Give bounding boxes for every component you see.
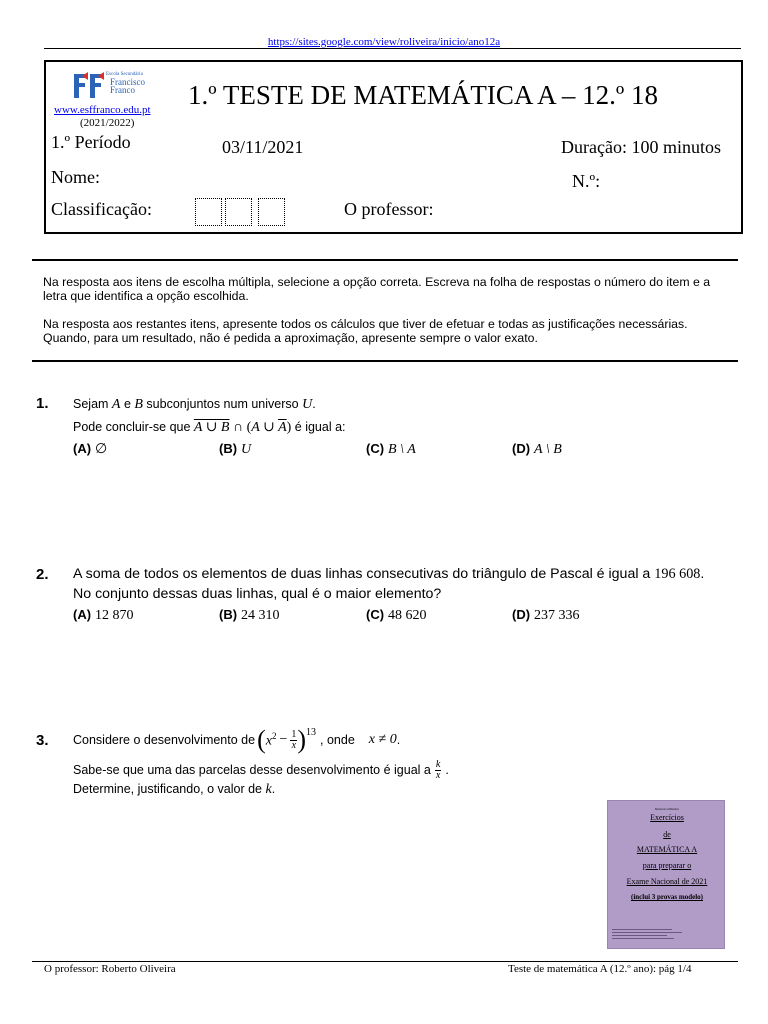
q2-option-b-value: 24 310 [241,608,280,623]
q1-option-c-letter: (C) [366,441,385,456]
instructions-bottom-rule [32,360,738,362]
q1-option-b[interactable] [219,440,251,458]
school-link-anchor[interactable]: www.esffranco.edu.pt [54,104,151,116]
q2-option-a[interactable] [73,606,134,624]
footer-right: Teste de matemática A (12.º ano): pág 1/4 [508,963,692,975]
q2-option-a-value: 12 870 [95,608,134,623]
q3-line1-c: . [396,733,401,747]
q1-line2 [73,419,346,436]
q3-binomial: ( $x^2$ − $\frac{1}{x}$ ) $^{13}$ [257,725,317,754]
logo-text-1: Escola Secundária [106,72,143,77]
top-rule [44,48,741,49]
top-url[interactable] [0,36,768,48]
q3-line1-b: , onde [320,733,355,747]
q1-option-c-value: B \ A [388,442,416,457]
professor-label: O professor: [344,199,434,219]
test-date: 03/11/2021 [222,137,304,157]
classification-box-1[interactable] [195,198,222,226]
q1-number: 1. [36,395,49,412]
q3-condition: x ≠ 0 [368,732,397,747]
classification-box-3[interactable] [258,198,285,226]
book-line5: Exame Nacional de 2021 [626,877,708,886]
q2-option-d-value: 237 336 [534,608,580,623]
book-line6: (inclui 3 provas modelo) [630,893,703,901]
q3-fraction [435,760,441,781]
q2-option-c-letter: (C) [366,607,385,622]
q3-frac-den: x [435,769,441,781]
book-fine-print [612,927,682,941]
book-line3: MATEMÁTICA A [636,845,698,854]
q2-option-c-value: 48 620 [388,608,427,623]
q3-line3 [73,782,275,798]
q1-text-a: Sejam [73,397,112,411]
book-line2: de [663,830,671,839]
name-label: Nome: [51,167,100,187]
q2-option-a-letter: (A) [73,607,92,622]
q3-line2-b: . [445,763,449,777]
q1-option-b-value: U [241,442,252,457]
instructions-p1: Na resposta aos itens de escolha múltipla, selecione a opção correta. Escreva na folha de respostas o número do item e a letra que identifica a opção escolhida. [43,275,711,303]
q3-line1-a: Considere o desenvolvimento de [73,733,256,747]
page-title: 1.º TESTE DE MATEMÁTICA A – 12.º 18 [188,80,659,110]
q1-expression: A ∪ B ∩ (A ∪ $\overline{A}$) [193,420,292,435]
top-url-link[interactable]: https://sites.google.com/view/roliveira/inicio/ano12a [267,36,501,48]
q1-text-d: . [312,397,316,411]
instructions-p2: Na resposta aos restantes itens, apresente todos os cálculos que tiver de efetuar e todas as justificações necessárias. Quando, para um resultado, não é pedida a aproximação, apresente sempre o valor exato. [43,317,688,345]
q2-option-c[interactable] [366,606,427,624]
q3-frac-num: k [435,758,441,770]
classification-label: Classificação: [51,199,152,219]
q2-line1-text: A soma de todos os elementos de duas linhas consecutivas do triângulo de Pascal é igual a [73,566,655,582]
q1-option-b-letter: (B) [219,441,238,456]
logo-text-2: Francisco Franco [110,77,145,95]
number-label: N.º: [572,171,601,191]
q1-line1 [73,397,316,413]
q2-option-b-letter: (B) [219,607,238,622]
q1-var-b: B [134,397,143,412]
q3-number: 3. [36,732,49,749]
q2-line2: No conjunto dessas duas linhas, qual é o maior elemento? [73,586,442,602]
q3-line3-b: . [271,782,276,796]
q1-var-u: U [302,397,313,412]
q1-option-a-letter: (A) [73,441,92,456]
school-logo [72,70,162,102]
q2-option-d-letter: (D) [512,607,531,622]
q3-line3-a: Determine, justificando, o valor de [73,782,266,796]
q1-option-d[interactable] [512,440,562,458]
q1-line2-a: Pode concluir-se que [73,420,194,434]
book-small-top: Roberto Oliveira [655,807,679,811]
q1-option-c[interactable] [366,440,416,458]
q1-option-d-value: A \ B [534,442,562,457]
q2-number: 2. [36,566,49,583]
q3-line3-var: k [265,782,272,797]
q1-var-a: A [111,397,121,412]
q2-line1 [73,566,704,583]
period-label: 1.º Período [51,132,131,152]
q1-option-a-value: ∅ [95,442,108,457]
q1-line2-b: é igual a: [291,420,346,434]
footer-left: O professor: Roberto Oliveira [44,963,176,975]
q3-line2 [73,758,449,782]
q2-option-d[interactable] [512,606,580,624]
footer-rule [32,961,738,962]
classification-box-2[interactable] [225,198,252,226]
q2-line1-end: . [700,566,705,582]
q1-option-a[interactable] [73,440,107,458]
q1-text-c: subconjuntos num universo [142,397,303,411]
q2-line1-value: 196 608 [654,566,701,582]
book-cover[interactable] [607,800,725,949]
duration-label: Duração: 100 minutos [561,137,721,157]
school-year: (2021/2022) [80,117,135,129]
school-link[interactable] [54,104,151,116]
q2-option-b[interactable] [219,606,280,624]
q3-line2-a: Sabe-se que uma das parcelas desse desenvolvimento é igual a [73,763,431,777]
q3-exponent: 13 [306,727,317,738]
q1-text-b: e [120,397,135,411]
book-line4: para preparar o [642,861,692,870]
book-line1: Exercícios [650,813,684,822]
q1-option-d-letter: (D) [512,441,531,456]
q3-line1 [73,722,400,758]
instructions-top-rule [32,259,738,261]
